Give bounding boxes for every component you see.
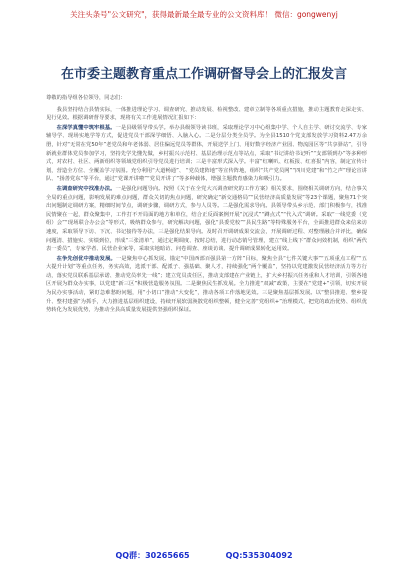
footer bbox=[0, 547, 408, 563]
paragraph-text: 一是县级领导带头学。举办县级领导读书班，采取理论学习中心组集中学、个人自主学、研讨交流学、专家辅导学、现场实地学等方式，促进党员干部深学细悟、入脑入心。二是分层分类全员学。为全县1510个党支部发放学习资料2.47万余册，针对“无常在党50年”老党员和年老体弱、居住偏远党员等群体，开展送学上门、用好数字经济产业园、物流园区等“共享驿站”，引导新就业群体党员参加学习，坚持先学先懂先做，乡村振兴示范村、基层治理示范点等站点，采取“书记讲给书记听”“支部领到办”等多种形式，对农村、社区、两新组织等领域党组织引导党员进行培训；三是丰富形式深入学。丰富“红喇叭、红板报、红喜报”内容，制定宣传计划，营造全方位、全覆盖学习氛围。充分利用“大道畅通”、 “党员建阵地”等宣传阵地，组织“共产党员网”“四川党建”和“竹之声”理论宣讲队、“扬善党东”等平台，通过“党课开讲啦”“党员开讲了”等多种载体，增强主题教育感染力和吸引力。 bbox=[46, 124, 367, 183]
salutation: 尊敬的指导组各位领导，同志们： bbox=[46, 95, 126, 101]
paragraph-text: 我县坚持结合县情实际，一体推进理论学习、调查研究、推动发展、检视整改、建章立制等各项重点措施，推动主题教育走深走实、见行见效。根据调研督导要求，现将有关工作进展情况汇报如下： bbox=[46, 106, 367, 122]
paragraph-research bbox=[46, 185, 367, 254]
paragraph-lead: 在深学真懂中筑牢根基。 bbox=[56, 124, 116, 131]
paragraph-lead: 在争先创优中推动发展。 bbox=[56, 255, 116, 262]
document-title: 在市委主题教育重点工作调研督导会上的汇报发言 bbox=[60, 67, 347, 82]
paragraph-development bbox=[46, 255, 367, 315]
banner-text: 关注头条号"公文研究"，获得最新最全最专业的公文资料库！ 微信：gongwenyj bbox=[70, 9, 338, 19]
document-body bbox=[46, 94, 367, 316]
top-banner bbox=[0, 6, 408, 22]
footer-qq-group: QQ群：30265665 bbox=[115, 550, 190, 560]
paragraph-intro bbox=[46, 106, 367, 123]
footer-qq: QQ:535304092 bbox=[225, 550, 293, 560]
paragraph-text: 一是聚焦中心抓发展。锚定“中国西部百强县第一方阵”目标，聚焦全县“七件关键大事”“五项重点工程”“五大提升计划”等重点任务，务实高效，选派干部、配派子、强基础、聚人才，持续强化“两个覆盖”，坚持以党建激发民营经济活力等方行动，落实党员联系基层承诺、推动党员率先一线”；建立党员责任区，推动支部建在产业链上，扩大乡村振兴任务重和人才培训，引领各地区开展为群众办实事，以党建“新三区”积极营造服务氛围。二是聚焦民生抓发展。全力推进“双减”政策，主要在“党建+”引领，切实开展为民办实事活动，紧盯急难愁盼问题，用“小切口”推动“大变化”，推动各项工作落地见效。三是聚焦基层抓发展。以“整县推进、整乡提升、整村建强”为抓手，大力推进基层组织建设，持续开展软弱涣散党组织整顿，健全完善“党组织+”治理模式，把党的政治优势、组织优势转化为发展优势，为推动全县高质量发展提供坚强组织保证。 bbox=[46, 255, 367, 314]
paragraph-text: 一是强化问题导向。按照《关于在全党大兴调查研究的工作方案》相关要求，围绕相关调研方向，结合事关全局的重点问题，影响发展的难点问题，群众关切的焦点问题，研究确定“新交通格局”“民营经济高质量发展”等23个课题，聚焦71个突出问题制定调研方案，精细时间节点，调研步骤，调研方式，参与人员等。二是强化需求导向。县领导带头乡示范、部门积极参与，找准民情聚在一起，群众聚集中，工作打不开局面的地方和单位，结合正反面案例开展“沉浸式”“蹲点式”“代入式”调研。采取“一线党委（党组）会”“现场联合办公会”等形式，吸纳群众参与，研究解决问题，强化“县委党校”“县民生路”等特殊服务平台，全面推进群众来信来访速度，采取领导下访、下沉、书记接待等办法，三是强化结果导向。及时召开调研成果交流会，开展调研过程、对整理融合并评比，确保问题清、措施实、实绩到位，形成“三张清单”，通过定期调度、按时总结，进行动态销号管理，建立“线上线下”群众问效机制，组织“两代表一委员”，专家学者、民营企业家等，采取实地暗访、问卷调查、座谈访谈、提升调研成果转化运用效。 bbox=[46, 185, 367, 253]
paragraph-study bbox=[46, 124, 367, 184]
paragraph-lead: 在调查研究中找准办法。 bbox=[56, 185, 116, 192]
